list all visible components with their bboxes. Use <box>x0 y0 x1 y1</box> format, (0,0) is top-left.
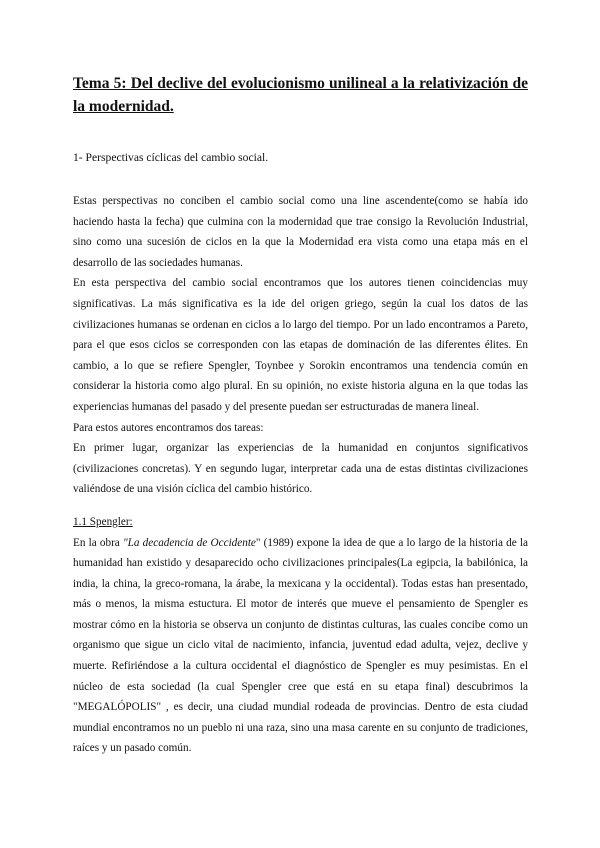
paragraph-spengler <box>73 533 528 760</box>
paragraph-tasks: En primer lugar, organizar las experiencias de la humanidad en conjuntos significativos (civilizaciones concretas). Y en segundo lugar, interpretar cada una de estas distintas civilizaciones valiéndose de una visión cíclica del cambio histórico. <box>73 442 528 496</box>
paragraph-perspective: En esta perspectiva del cambio social encontramos que los autores tienen coincidencias muy significativas. La más significativa es la ide del origen griego, según la cual los datos de las civilizaciones humanas se ordenan en ciclos a lo largo del tiempo. Por un lado encontramos a Pareto, para el que esos ciclos se corresponden con las etapas de dominación de las diferentes élites. En cambio, a lo que se refiere Spengler, Toynbee y Sorokin encontramos una tendencia común en considerar la historia como algo plural. En su opinión, no existe historia alguna en la que todas las experiencias humanas del pasado y del presente puedan ser estructuradas de manera lineal. <box>73 277 528 413</box>
document-title: Tema 5: Del declive del evolucionismo unilineal a la relativización de la modernidad. <box>73 75 528 115</box>
section-heading: 1- Perspectivas cíclicas del cambio social. <box>73 151 269 164</box>
paragraph-spengler-rest: " (1989) expone la idea de que a lo largo de la historia de la humanidad han existido y desaparecido ocho civilizaciones principales(La egipcia, la babilónica, la india, la china, la greco-romana, la árabe, la mexicana y la occidental). Todas estas han presentado, más o menos, la misma estuctura. El motor de interés que mueve el pensamiento de Spengler es mostrar cómo en la historia se observa un conjunto de distintas culturas, las cuales concibe como un organismo que sigue un ciclo vital de nacimiento, infancia, juventud edad adulta, vejez, declive y muerte. Refiriéndose a la cultura occidental el diagnóstico de Spengler es muy pesimistas. En el núcleo de esta sociedad (la cual Spengler cree que está en su etapa final) descubrimos la "MEGALÓPOLIS" , es decir, una ciudad mundial rodeada de provincias. Dentro de esta ciudad mundial encontramos no un pueblo ni una raza, sino una masa carente en su conjunto de tradiciones, raíces y un pasado común. <box>73 536 528 755</box>
paragraph-tasks-intro: Para estos autores encontramos dos tareas: <box>73 421 264 434</box>
book-title: "La decadencia de Occidente <box>122 536 256 549</box>
paragraph-intro: Estas perspectivas no conciben el cambio social como una line ascendente(como se había ido haciendo hasta la fecha) que culmina con la modernidad que trae consigo la Revolución Industrial, sino como una sucesión de ciclos en la que la Modernidad era vista como una etapa más en el desarrollo de las sociedades humanas. <box>73 195 528 269</box>
paragraph-spengler-start: En la obra <box>73 536 123 549</box>
subsection-heading: 1.1 Spengler: <box>73 515 133 528</box>
